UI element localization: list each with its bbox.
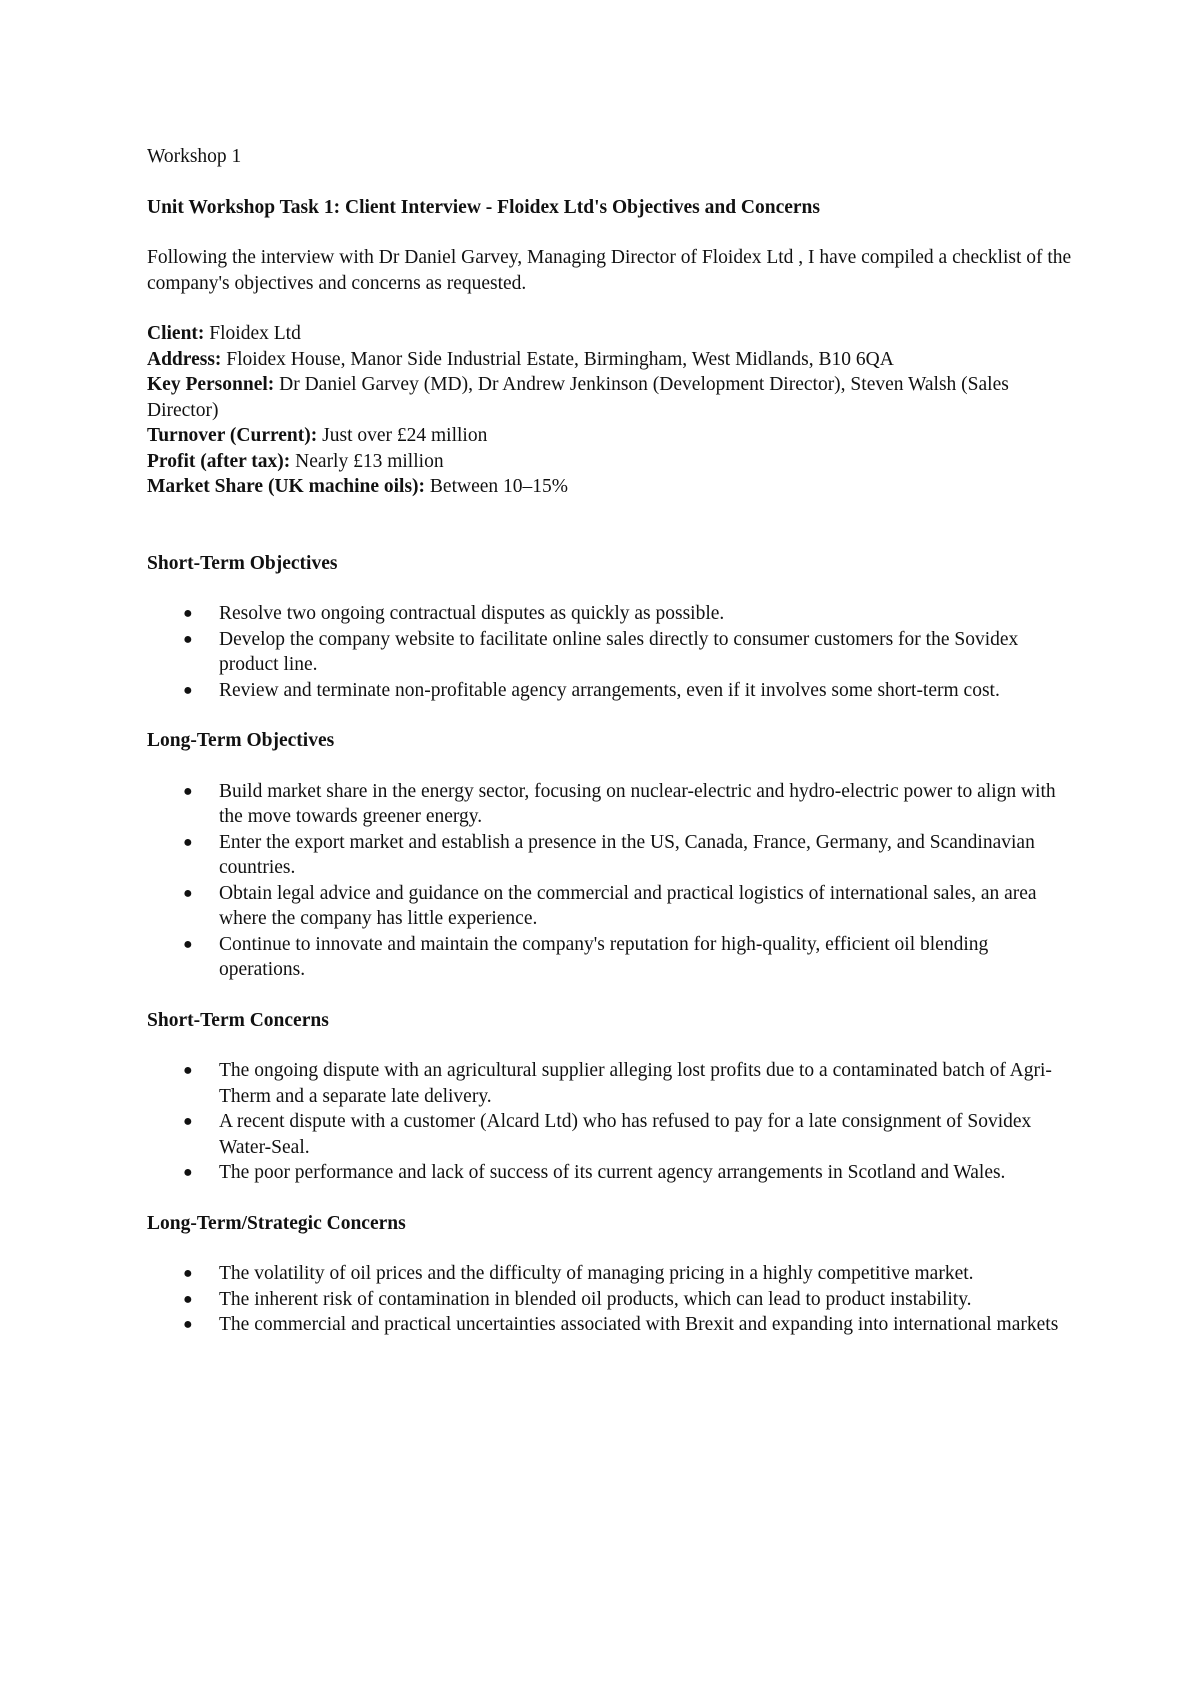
section-heading: Long-Term/Strategic Concerns [147, 1212, 406, 1234]
bullet-list [147, 601, 1077, 703]
fact-label: Key Personnel: [147, 374, 275, 395]
list-item [147, 1287, 1077, 1313]
fact-value: Between 10–15% [429, 476, 568, 497]
bullet-icon: ● [183, 1113, 193, 1130]
fact-profit [147, 449, 1077, 475]
list-item-text: A recent dispute with a customer (Alcard Ltd) who has refused to pay for a late consignment of Sovidex Water-Seal. [219, 1111, 1032, 1158]
client-facts [147, 321, 1077, 500]
list-item [147, 601, 1077, 627]
bullet-icon: ● [183, 681, 193, 699]
fact-label: Client: [147, 323, 205, 344]
bullet-list [147, 1261, 1077, 1338]
bullet-icon: ● [183, 1062, 193, 1079]
fact-value: Floidex House, Manor Side Industrial Estate, Birmingham, West Midlands, B10 6QA [226, 348, 894, 370]
list-item [147, 830, 1077, 881]
bullet-icon: ● [183, 630, 193, 648]
bullet-icon: ● [183, 782, 193, 800]
list-item [147, 1058, 1077, 1109]
list-item [147, 1312, 1077, 1338]
list-item [147, 1261, 1077, 1287]
fact-label: Turnover (Current): [147, 425, 318, 446]
fact-client [147, 321, 1077, 347]
list-item [147, 881, 1077, 932]
section-short-term-objectives [147, 551, 1077, 704]
list-item-text: Continue to innovate and maintain the company's reputation for high-quality, efficient oil blending operations. [219, 933, 989, 980]
fact-address [147, 347, 1077, 373]
section-long-term-strategic-concerns [147, 1211, 1077, 1338]
section-short-term-concerns [147, 1008, 1077, 1186]
intro-paragraph: Following the interview with Dr Daniel Garvey, Managing Director of Floidex Ltd , I have compiled a checklist of the company's objectives and concerns as requested. [147, 247, 1072, 294]
list-item-text: The inherent risk of contamination in blended oil products, which can lead to product instability. [219, 1288, 972, 1310]
section-heading: Long-Term Objectives [147, 730, 335, 751]
list-item-text: The ongoing dispute with an agricultural supplier alleging lost profits due to a contaminated batch of Agri-Therm and a separate late delivery. [219, 1060, 1052, 1107]
bullet-icon: ● [183, 884, 193, 902]
section-heading: Short-Term Concerns [147, 1009, 329, 1031]
fact-market-share [147, 474, 1077, 500]
list-item [147, 779, 1077, 830]
list-item [147, 1109, 1077, 1160]
document-title: Unit Workshop Task 1: Client Interview - Floidex Ltd's Objectives and Concerns [147, 196, 820, 218]
section-long-term-objectives [147, 728, 1077, 983]
list-item [147, 1160, 1077, 1186]
bullet-icon: ● [183, 833, 193, 851]
fact-value: Nearly £13 million [295, 450, 444, 472]
bullet-list [147, 779, 1077, 983]
fact-value: Dr Daniel Garvey (MD), Dr Andrew Jenkinson (Development Director), Steven Walsh (Sales Director) [147, 374, 1009, 421]
bullet-icon: ● [183, 1265, 193, 1282]
fact-key-personnel [147, 372, 1077, 423]
list-item-text: Develop the company website to facilitate online sales directly to consumer customers for the Sovidex product line. [219, 628, 1019, 675]
section-heading: Short-Term Objectives [147, 552, 338, 574]
document-page [147, 144, 1077, 1363]
bullet-list [147, 1058, 1077, 1186]
workshop-label: Workshop 1 [147, 146, 242, 167]
list-item-text: The volatility of oil prices and the difficulty of managing pricing in a highly competitive market. [219, 1263, 974, 1284]
list-item-text: Build market share in the energy sector, focusing on nuclear-electric and hydro-electric power to align with the move towards greener energy. [219, 780, 1056, 827]
list-item-text: The commercial and practical uncertainties associated with Brexit and expanding into international markets [219, 1314, 1059, 1335]
list-item-text: Review and terminate non-profitable agency arrangements, even if it involves some short-term cost. [219, 679, 1000, 701]
list-item [147, 932, 1077, 983]
list-item-text: Obtain legal advice and guidance on the commercial and practical logistics of international sales, an area where the company has little experience. [219, 882, 1037, 929]
fact-turnover [147, 423, 1077, 449]
list-item [147, 678, 1077, 704]
fact-label: Address: [147, 348, 222, 370]
bullet-icon: ● [183, 605, 193, 622]
bullet-icon: ● [183, 1290, 193, 1308]
fact-value: Just over £24 million [322, 425, 488, 446]
list-item-text: Resolve two ongoing contractual disputes as quickly as possible. [219, 603, 725, 624]
list-item-text: The poor performance and lack of success of its current agency arrangements in Scotland and Wales. [219, 1162, 1006, 1183]
list-item-text: Enter the export market and establish a presence in the US, Canada, France, Germany, and Scandinavian countries. [219, 831, 1035, 878]
bullet-icon: ● [183, 1164, 193, 1181]
bullet-icon: ● [183, 935, 193, 953]
bullet-icon: ● [183, 1316, 193, 1333]
list-item [147, 627, 1077, 678]
fact-value: Floidex Ltd [209, 323, 301, 344]
fact-label: Profit (after tax): [147, 450, 291, 472]
fact-label: Market Share (UK machine oils): [147, 476, 426, 497]
